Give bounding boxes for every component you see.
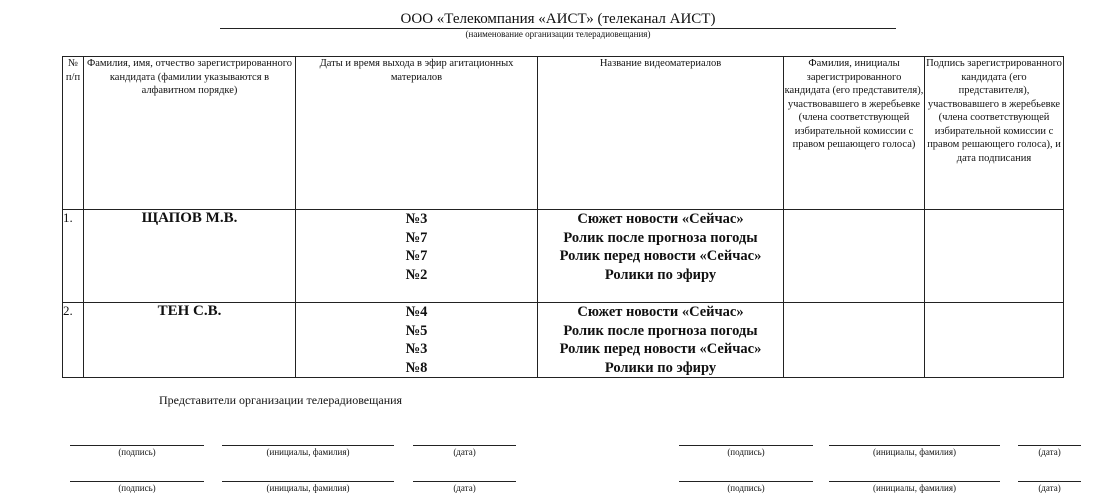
initials-line: (инициалы, фамилия) [829, 481, 1000, 497]
broadcast-schedule-table [62, 56, 1064, 378]
header-signature-date: Подпись зарегистрированного кандидата (его представителя), участвовавшего в жеребьевке (члена соответствующей избирательной комиссии с правом решающего голоса), и дата подписания [925, 57, 1064, 210]
video-materials [538, 303, 784, 378]
airtime-slot: №4 [405, 304, 428, 320]
representatives-label: Представители организации телерадиовещания [159, 393, 403, 407]
initials-line: (инициалы, фамилия) [222, 481, 394, 497]
airtime-slots [296, 210, 538, 303]
video-material: Сюжет новости «Сейчас» [577, 304, 744, 320]
airtime-slot: №8 [405, 359, 428, 376]
airtime-slot: №2 [405, 266, 428, 283]
video-material: Сюжет новости «Сейчас» [577, 211, 744, 227]
header-video-title: Название видеоматериалов [538, 57, 784, 210]
candidate-name: ТЕН С.В. [84, 303, 296, 378]
signature-line: (подпись) [679, 445, 813, 461]
initials-line: (инициалы, фамилия) [829, 445, 1000, 461]
lottery-participant-cell [784, 303, 925, 378]
lottery-participant-cell [784, 210, 925, 303]
header-airtime: Даты и время выхода в эфир агитационных материалов [296, 57, 538, 210]
organization-caption: (наименование организации телерадиовещания) [465, 29, 651, 39]
candidate-name: ЩАПОВ М.В. [84, 210, 296, 303]
organization-name: ООО «Телекомпания «АИСТ» (телеканал АИСТ) [400, 11, 716, 27]
header-candidate: Фамилия, имя, отчество зарегистрированного кандидата (фамилии указываются в алфавитном порядке) [84, 57, 296, 210]
header-lottery-participant: Фамилия, инициалы зарегистрированного кандидата (его представителя), участвовавшего в жеребьевке (члена соответствующей избирательной комиссии с правом решающего голоса) [784, 57, 925, 210]
row-number: 1. [63, 210, 84, 303]
airtime-slot: №3 [405, 211, 428, 227]
airtime-slot: №7 [405, 248, 428, 264]
date-line: (дата) [1018, 481, 1081, 497]
video-material: Ролики по эфиру [604, 266, 717, 283]
header-number: № п/п [63, 57, 84, 210]
airtime-slots [296, 303, 538, 378]
date-line: (дата) [413, 445, 516, 461]
initials-line: (инициалы, фамилия) [222, 445, 394, 461]
video-materials [538, 210, 784, 303]
table-header-row [63, 57, 1064, 210]
row-number: 2. [63, 303, 84, 378]
video-material: Ролик перед новости «Сейчас» [559, 248, 762, 264]
date-line: (дата) [413, 481, 516, 497]
video-material: Ролики по эфиру [604, 359, 717, 376]
video-material: Ролик после прогноза погоды [563, 229, 758, 246]
signature-date-cell [925, 303, 1064, 378]
signature-line: (подпись) [679, 481, 813, 497]
signature-line: (подпись) [70, 445, 204, 461]
signature-date-cell [925, 210, 1064, 303]
table-row [63, 303, 1064, 378]
airtime-slot: №7 [405, 229, 428, 246]
table-row [63, 210, 1064, 303]
video-material: Ролик перед новости «Сейчас» [559, 341, 762, 357]
video-material: Ролик после прогноза погоды [563, 322, 758, 339]
airtime-slot: №3 [405, 341, 428, 357]
signature-line: (подпись) [70, 481, 204, 497]
airtime-slot: №5 [405, 322, 428, 339]
date-line: (дата) [1018, 445, 1081, 461]
